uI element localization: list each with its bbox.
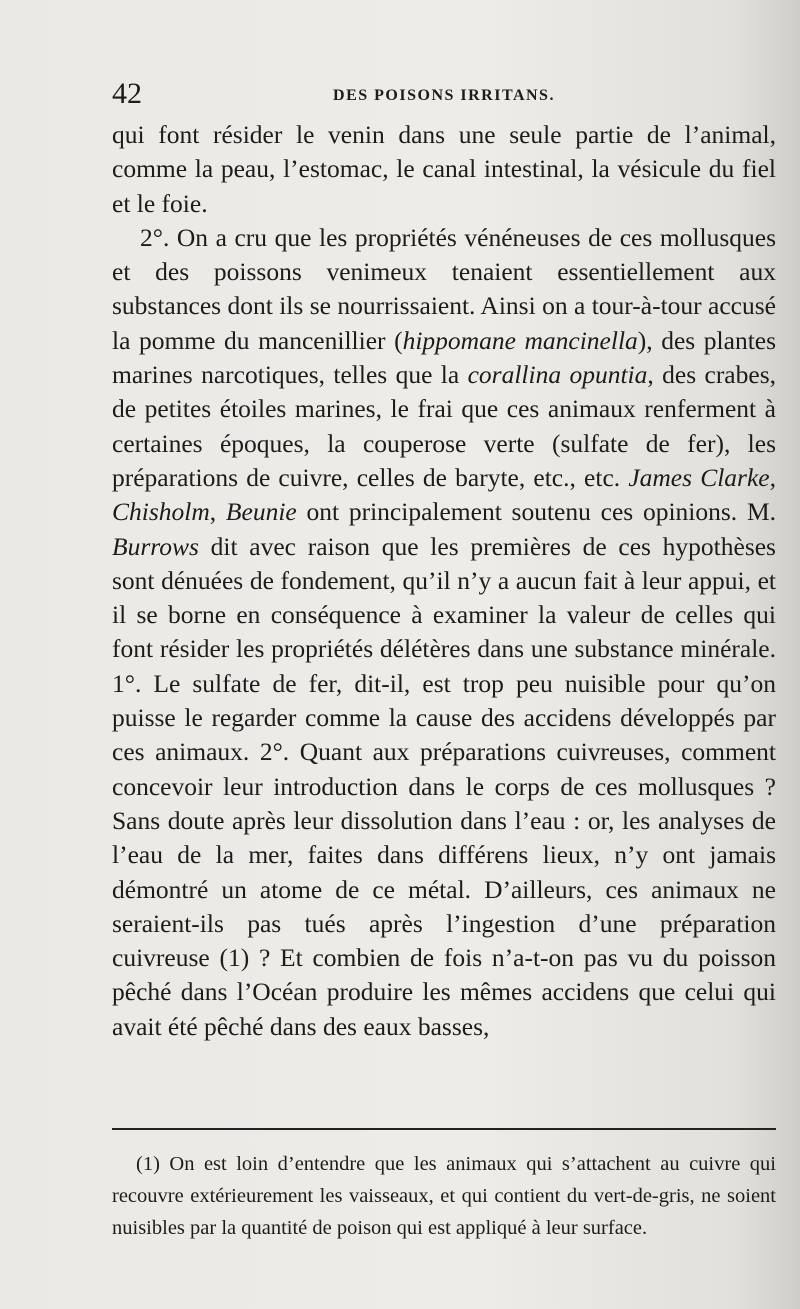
page-header: [112, 74, 776, 114]
running-title: DES POISONS IRRITANS.: [333, 87, 555, 104]
paragraph-second-point: [112, 221, 776, 1044]
page-number: 42: [112, 77, 142, 110]
footnote-text: (1) On est loin d’entendre que les animaux qui s’attachent au cuivre qui recouvre extérieurement les vaisseaux, et qui contient du vert-de-gris, ne soient nuisibles par la quantité de poison qui est appliqué à leur surface.: [112, 1153, 776, 1239]
paragraph-continuation: qui font résider le venin dans une seule partie de l’animal, comme la peau, l’estomac, le canal intestinal, la vésicule du fiel et le foie.: [112, 120, 776, 218]
text-run: , des crabes, de petites étoiles marines, le frai que ces animaux renferment à certaines époques, la couperose verte (sulfate de fer), les préparations de cuivre, celles de baryte, etc., etc.: [112, 360, 776, 492]
text-run: ), des plantes marines narcotiques, telles que la: [112, 325, 777, 390]
text-run: ont principalement soutenu ces opinions. M.: [296, 497, 776, 527]
italic-author-name: Burrows: [112, 531, 199, 561]
footnote-divider: [112, 1128, 776, 1130]
italic-latin-name: hippomane mancinella: [402, 325, 638, 355]
text-run: 2°. On a cru que les propriétés vénéneuses de ces mollusques et des poissons venimeux tenaient essentiellement aux substances dont ils se nourrissaient. Ainsi on a tour-à-tour accusé la pomme du mancenillier (: [112, 222, 776, 355]
italic-latin-name: corallina opuntia: [467, 360, 648, 390]
text-run: dit avec raison que les premières de ces hypothèses sont dénuées de fondement, qu’il n’y a aucun fait à leur appui, et il se borne en conséquence à examiner la valeur de celles qui font résider les propriétés délétères dans une substance minérale. 1°. Le sulfate de fer, dit-il, est trop peu nuisible pour qu’on puisse le regarder comme la cause des accidens développés par ces animaux. 2°. Quant aux préparations cuivreuses, comment concevoir leur introduction dans le corps de ces mollusques ? Sans doute après leur dissolution dans l’eau : or, les analyses de l’eau de la mer, faites dans différens lieux, n’y ont jamais démontré un atome de ce métal. D’ailleurs, ces animaux ne seraient-ils pas tués après l’ingestion d’une préparation cuivreuse (1) ? Et combien de fois n’a-t-on pas vu du poisson pêché dans l’Océan produire les mêmes accidens que celui qui avait été pêché dans des eaux basses,: [112, 531, 776, 1041]
italic-author-name: Beunie: [225, 497, 297, 527]
footnote: [112, 1148, 776, 1244]
text-run: ,: [209, 497, 226, 527]
italic-author-names: James Clarke, Chisholm: [112, 462, 776, 527]
main-text: [112, 118, 776, 1044]
